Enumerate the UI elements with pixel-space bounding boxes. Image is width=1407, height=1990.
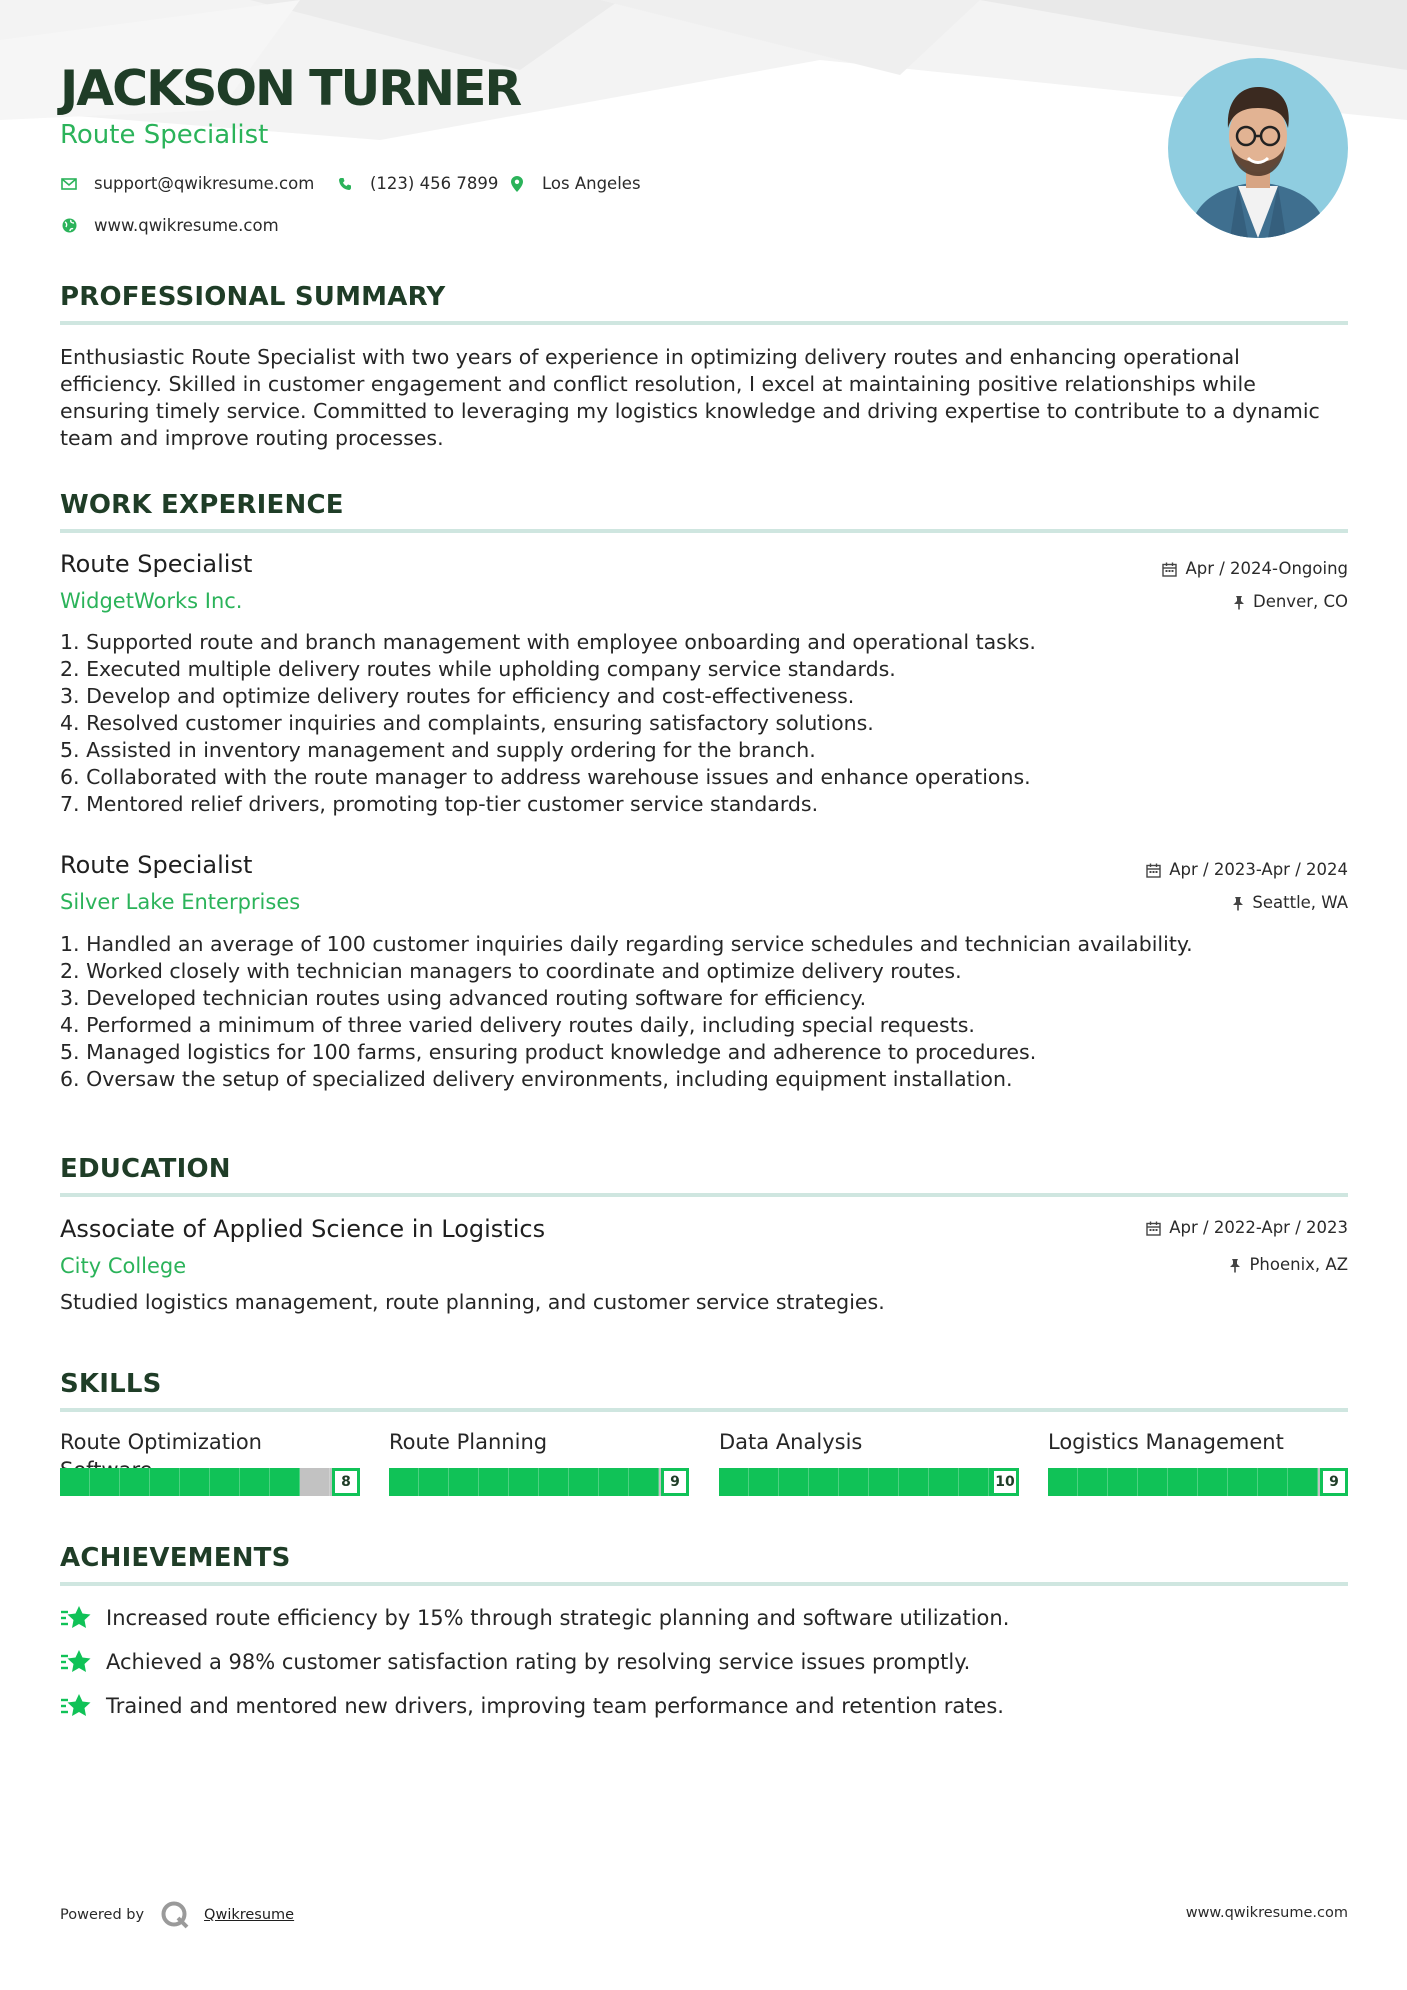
list-item: 7. Mentored relief drivers, promoting top-tier customer service standards. xyxy=(60,792,819,816)
summary-line: team and improve routing processes. xyxy=(60,426,444,450)
skill-level-segment xyxy=(779,1468,809,1496)
skill-level-segment xyxy=(539,1468,569,1496)
skill-level-bar xyxy=(389,1468,689,1496)
skill-level-segment xyxy=(869,1468,899,1496)
skill-level-segment xyxy=(719,1468,749,1496)
calendar-icon xyxy=(1146,1221,1161,1236)
job-location-text: Seattle, WA xyxy=(1252,893,1348,912)
job-title: Route Specialist xyxy=(60,550,253,578)
pushpin-icon xyxy=(1233,595,1245,610)
contact-location xyxy=(508,174,641,193)
list-item: 2. Worked closely with technician managers to coordinate and optimize delivery routes. xyxy=(60,959,962,983)
job-dates-text: Apr / 2024-Ongoing xyxy=(1185,559,1348,578)
summary-heading: PROFESSIONAL SUMMARY xyxy=(60,282,446,312)
achievement-text: Increased route efficiency by 15% through strategic planning and software utilization. xyxy=(106,1606,1010,1630)
candidate-role: Route Specialist xyxy=(60,120,269,150)
skill-level-segment xyxy=(1078,1468,1108,1496)
footer-powered-by xyxy=(60,1900,294,1930)
achievement-text: Trained and mentored new drivers, improving team performance and retention rates. xyxy=(106,1694,1004,1718)
skill-level-segment xyxy=(809,1468,839,1496)
list-item: 5. Assisted in inventory management and supply ordering for the branch. xyxy=(60,738,816,762)
skill-level-segment xyxy=(1228,1468,1258,1496)
achievement-item xyxy=(60,1648,970,1676)
skill-level-segment xyxy=(1048,1468,1078,1496)
job-company: WidgetWorks Inc. xyxy=(60,589,243,613)
skill-level-bar xyxy=(1048,1468,1348,1496)
contact-email[interactable] xyxy=(60,174,314,193)
list-item: 3. Developed technician routes using advanced routing software for efficiency. xyxy=(60,986,867,1010)
school-name: City College xyxy=(60,1254,187,1278)
skill-level-segment xyxy=(749,1468,779,1496)
skill-level-segment xyxy=(899,1468,929,1496)
skill-level-segment xyxy=(240,1468,270,1496)
skill-level-badge: 10 xyxy=(991,1468,1019,1496)
skill-item xyxy=(719,1428,1019,1496)
list-item: 6. Oversaw the setup of specialized delivery environments, including equipment installation. xyxy=(60,1067,1013,1091)
job-dates-text: Apr / 2023-Apr / 2024 xyxy=(1169,860,1348,879)
education-dates xyxy=(1146,1217,1348,1239)
location-text: Los Angeles xyxy=(542,174,641,193)
skill-name: Logistics Management xyxy=(1048,1430,1284,1454)
phone-icon xyxy=(336,175,354,193)
job-company: Silver Lake Enterprises xyxy=(60,890,301,914)
pushpin-icon xyxy=(1229,1258,1241,1273)
map-pin-icon xyxy=(508,175,526,193)
skill-name: Route Planning xyxy=(389,1430,548,1454)
skill-name: Route Optimization xyxy=(60,1430,262,1454)
skill-level-segment xyxy=(60,1468,90,1496)
skill-level-segment xyxy=(1168,1468,1198,1496)
skill-level-segment xyxy=(419,1468,449,1496)
job-location xyxy=(1232,892,1348,914)
skill-level-segment xyxy=(449,1468,479,1496)
star-achievement-icon xyxy=(60,1604,92,1632)
skill-level-segment xyxy=(509,1468,539,1496)
list-item: 2. Executed multiple delivery routes while upholding company service standards. xyxy=(60,657,896,681)
job-title: Route Specialist xyxy=(60,851,253,879)
education-location xyxy=(1229,1254,1348,1276)
contact-website[interactable] xyxy=(60,216,279,235)
skill-level-segment xyxy=(210,1468,240,1496)
skill-item xyxy=(1048,1428,1348,1496)
skill-level-segment xyxy=(1288,1468,1318,1496)
list-item: 4. Resolved customer inquiries and complaints, ensuring satisfactory solutions. xyxy=(60,711,874,735)
skill-item xyxy=(389,1428,689,1496)
list-item: 6. Collaborated with the route manager to address warehouse issues and enhance operations. xyxy=(60,765,1031,789)
education-divider xyxy=(60,1193,1348,1197)
achievements-heading: ACHIEVEMENTS xyxy=(60,1543,291,1573)
summary-line: Enthusiastic Route Specialist with two years of experience in optimizing delivery routes and enhancing operational xyxy=(60,345,1240,369)
skill-level-segment xyxy=(90,1468,120,1496)
list-item: 5. Managed logistics for 100 farms, ensuring product knowledge and adherence to procedures. xyxy=(60,1040,1037,1064)
list-item: 4. Performed a minimum of three varied delivery routes daily, including special requests. xyxy=(60,1013,975,1037)
contact-phone[interactable] xyxy=(336,174,498,193)
footer-url[interactable]: www.qwikresume.com xyxy=(1185,1905,1348,1921)
achievements-divider xyxy=(60,1582,1348,1586)
powered-by-label: Powered by xyxy=(60,1907,145,1923)
list-item: 3. Develop and optimize delivery routes for efficiency and cost-effectiveness. xyxy=(60,684,855,708)
skill-level-segment xyxy=(569,1468,599,1496)
education-location-text: Phoenix, AZ xyxy=(1249,1255,1348,1274)
pushpin-icon xyxy=(1232,896,1244,911)
skill-level-segment xyxy=(150,1468,180,1496)
summary-line: ensuring timely service. Committed to leveraging my logistics knowledge and driving expertise to contribute to a dynamic xyxy=(60,399,1320,423)
email-text: support@qwikresume.com xyxy=(94,174,315,193)
skill-level-segment xyxy=(180,1468,210,1496)
skill-level-bar xyxy=(719,1468,1019,1496)
globe-icon xyxy=(60,217,78,235)
education-dates-text: Apr / 2022-Apr / 2023 xyxy=(1169,1218,1348,1237)
skill-level-segment xyxy=(1198,1468,1228,1496)
education-description: Studied logistics management, route planning, and customer service strategies. xyxy=(60,1290,885,1314)
skill-level-segment xyxy=(389,1468,419,1496)
job-responsibilities xyxy=(60,931,1340,1093)
experience-heading: WORK EXPERIENCE xyxy=(60,490,344,520)
profile-photo xyxy=(1168,58,1348,238)
skills-divider xyxy=(60,1408,1348,1412)
skill-level-badge: 8 xyxy=(332,1468,360,1496)
star-achievement-icon xyxy=(60,1692,92,1720)
website-text: www.qwikresume.com xyxy=(94,216,279,235)
skill-level-segment xyxy=(1258,1468,1288,1496)
achievement-text: Achieved a 98% customer satisfaction rating by resolving service issues promptly. xyxy=(106,1650,971,1674)
skill-level-segment xyxy=(959,1468,989,1496)
skill-name: Data Analysis xyxy=(719,1430,863,1454)
job-location xyxy=(1233,591,1348,613)
job-dates xyxy=(1146,859,1348,881)
envelope-icon xyxy=(60,175,78,193)
qwikresume-brand-link[interactable]: Qwikresume xyxy=(204,1907,295,1923)
star-achievement-icon xyxy=(60,1648,92,1676)
skill-level-segment xyxy=(300,1468,330,1496)
skill-level-badge: 9 xyxy=(1320,1468,1348,1496)
education-heading: EDUCATION xyxy=(60,1154,231,1184)
list-item: 1. Supported route and branch management with employee onboarding and operational tasks. xyxy=(60,630,1036,654)
qwikresume-logo-icon xyxy=(160,1900,190,1930)
experience-divider xyxy=(60,529,1348,533)
calendar-icon xyxy=(1146,863,1161,878)
phone-text: (123) 456 7899 xyxy=(370,174,499,193)
skill-level-segment xyxy=(599,1468,629,1496)
calendar-icon xyxy=(1162,562,1177,577)
achievement-item xyxy=(60,1604,1009,1632)
skill-level-segment xyxy=(929,1468,959,1496)
skill-level-segment xyxy=(479,1468,509,1496)
summary-line: efficiency. Skilled in customer engagement and conflict resolution, I excel at maintaining positive relationships while xyxy=(60,372,1256,396)
candidate-name: JACKSON TURNER xyxy=(60,60,521,117)
skill-level-bar xyxy=(60,1468,360,1496)
skill-level-badge: 9 xyxy=(661,1468,689,1496)
skill-level-segment xyxy=(839,1468,869,1496)
degree-title: Associate of Applied Science in Logistics xyxy=(60,1215,546,1243)
skill-level-segment xyxy=(1108,1468,1138,1496)
achievement-item xyxy=(60,1692,1004,1720)
skill-level-segment xyxy=(629,1468,659,1496)
list-item: 1. Handled an average of 100 customer inquiries daily regarding service schedules and technician availability. xyxy=(60,932,1193,956)
skill-item xyxy=(60,1428,360,1496)
skill-level-segment xyxy=(1138,1468,1168,1496)
summary-text xyxy=(60,344,1350,452)
skills-heading: SKILLS xyxy=(60,1369,162,1399)
job-location-text: Denver, CO xyxy=(1252,592,1348,611)
skill-level-segment xyxy=(120,1468,150,1496)
job-responsibilities xyxy=(60,629,1340,818)
job-dates xyxy=(1162,558,1348,580)
skill-level-segment xyxy=(270,1468,300,1496)
summary-divider xyxy=(60,321,1348,325)
